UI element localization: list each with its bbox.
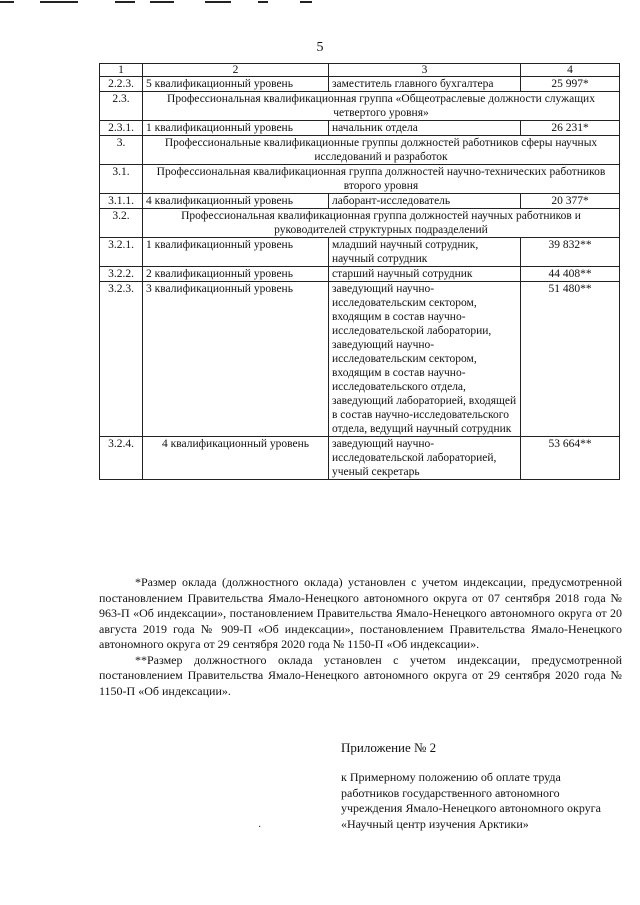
table-row (100, 194, 620, 209)
table-row (100, 121, 620, 136)
table-row (100, 282, 620, 437)
header-cell: 3 (329, 64, 521, 77)
footnote-single-asterisk: *Размер оклада (должностного оклада) установлен с учетом индексации, предусмотренной постановлением Правительства Ямало-Ненецкого автономного округа от 07 сентября 2018 года № 963-П «Об индексации», постановлением Правительства Ямало-Ненецкого автономного округа от 20 августа 2019 года № 909-П «Об индексации», постановлением Правительства Ямало-Ненецкого автономного округа от 29 сентября 2020 года № 1150-П «Об индексации». (99, 575, 622, 651)
table-header-row (100, 64, 620, 77)
page-number: 5 (316, 40, 324, 55)
row-salary: 20 377* (521, 194, 620, 209)
row-code: 3.1. (100, 165, 143, 194)
row-position: старший научный сотрудник (329, 267, 521, 282)
footnotes (99, 575, 622, 699)
row-salary: 44 408** (521, 267, 620, 282)
table-row (100, 267, 620, 282)
row-level: 4 квалификационный уровень (143, 437, 329, 480)
row-code: 3.2.4. (100, 437, 143, 480)
footnote-double-asterisk: **Размер должностного оклада установлен с учетом индексации, предусмотренной постановлением Правительства Ямало-Ненецкого автономного округа от 29 сентября 2020 года № 1150-П «Об индексации». (99, 652, 622, 698)
appendix-title: Приложение № 2 (341, 740, 437, 755)
row-level: 3 квалификационный уровень (143, 282, 329, 437)
header-cell: 1 (100, 64, 143, 77)
row-salary: 25 997* (521, 77, 620, 92)
table-group-row (100, 165, 620, 194)
row-code: 3.2.2. (100, 267, 143, 282)
row-code: 3.2. (100, 209, 143, 238)
row-salary: 26 231* (521, 121, 620, 136)
salary-table (99, 63, 620, 480)
table-group-row (100, 92, 620, 121)
table-row (100, 238, 620, 267)
row-group-title: Профессиональная квалификационная группа «Общеотраслевые должности служащих четвертого уровня» (143, 92, 620, 121)
header-cell: 2 (143, 64, 329, 77)
row-salary: 53 664** (521, 437, 620, 480)
table-row (100, 77, 620, 92)
row-code: 3.2.3. (100, 282, 143, 437)
row-position: заместитель главного бухгалтера (329, 77, 521, 92)
row-code: 3.2.1. (100, 238, 143, 267)
row-salary: 51 480** (521, 282, 620, 437)
row-code: 2.3.1. (100, 121, 143, 136)
scan-edge-marks (0, 0, 640, 6)
table-group-row (100, 136, 620, 165)
row-group-title: Профессиональная квалификационная группа должностей научных работников и руководителей структурных подразделений (143, 209, 620, 238)
row-level: 2 квалификационный уровень (143, 267, 329, 282)
row-level: 1 квалификационный уровень (143, 121, 329, 136)
row-salary: 39 832** (521, 238, 620, 267)
row-level: 1 квалификационный уровень (143, 238, 329, 267)
scan-speck: · (258, 822, 262, 833)
row-code: 2.3. (100, 92, 143, 121)
appendix-text: к Примерному положению об оплате труда работников государственного автономного учреждения Ямало-Ненецкого автономного округа «Научный центр изучения Арктики» (341, 770, 601, 831)
row-position: заведующий научно-исследовательским сектором, входящим в состав научно-исследовательской лаборатории, заведующий научно-исследовательским сектором, входящим в состав научно-исследовательского отдела, заведующий лабораторией, входящей в состав научно-исследовательского отдела, ведущий научный сотрудник (329, 282, 521, 437)
row-level: 5 квалификационный уровень (143, 77, 329, 92)
row-code: 2.2.3. (100, 77, 143, 92)
row-position: заведующий научно-исследовательской лабораторией, ученый секретарь (329, 437, 521, 480)
row-group-title: Профессиональные квалификационные группы должностей работников сферы научных исследований и разработок (143, 136, 620, 165)
row-code: 3.1.1. (100, 194, 143, 209)
row-group-title: Профессиональная квалификационная группа должностей научно-технических работников второго уровня (143, 165, 620, 194)
row-position: начальник отдела (329, 121, 521, 136)
table-group-row (100, 209, 620, 238)
header-cell: 4 (521, 64, 620, 77)
row-level: 4 квалификационный уровень (143, 194, 329, 209)
row-position: лаборант-исследователь (329, 194, 521, 209)
row-position: младший научный сотрудник, научный сотрудник (329, 238, 521, 267)
table-row (100, 437, 620, 480)
row-code: 3. (100, 136, 143, 165)
